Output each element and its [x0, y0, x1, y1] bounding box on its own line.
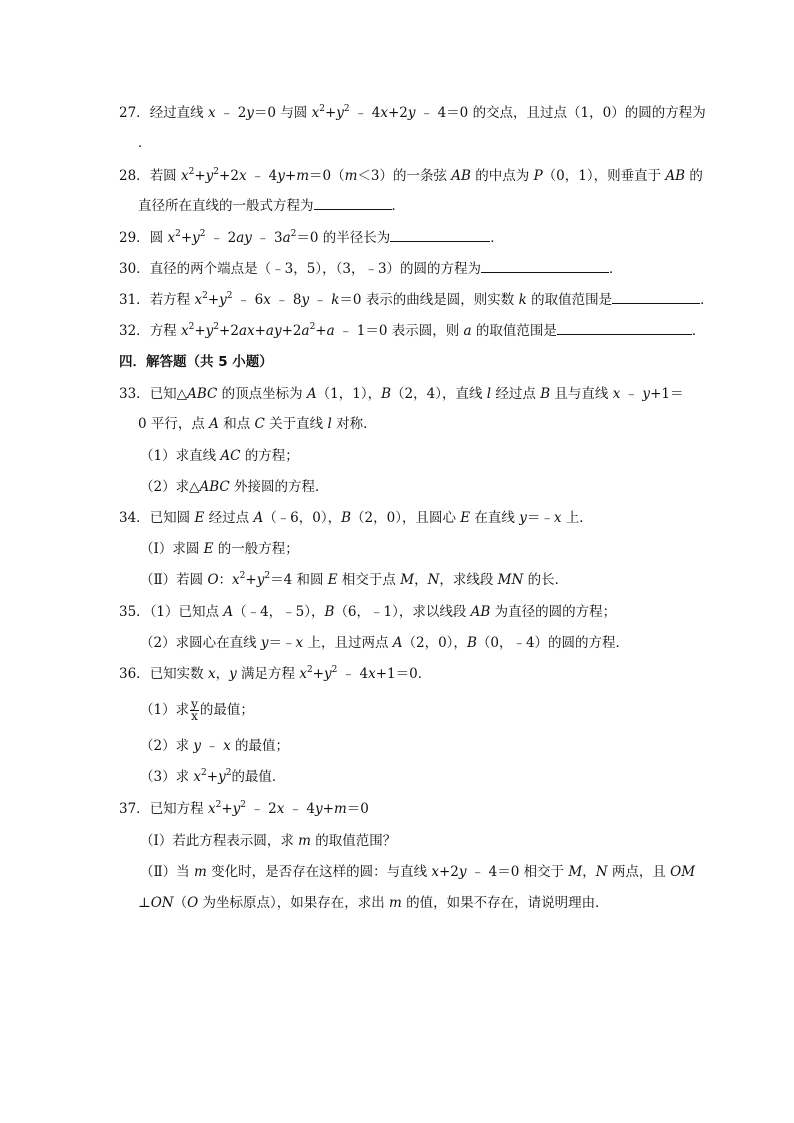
answer-blank: [481, 260, 609, 273]
question-33-part2: （2）求△ABC 外接圆的方程．: [140, 479, 329, 495]
answer-blank: [612, 291, 700, 304]
answer-blank: [314, 197, 392, 210]
question-33: 33．已知△ABC 的顶点坐标为 A（1，1），B（2，4），直线 l 经过点 B 且与直线 x ﹣ y+1＝: [119, 386, 684, 402]
question-36-part1: （1）求 $\frac{y}{x}$ 的最值；: [140, 697, 254, 723]
question-37-part1: （Ⅰ）若此方程表示圆，求 m 的取值范围？: [140, 833, 397, 849]
question-32: 32．方程 $x^2+y^2+2ax+ay+2a^2+a$ ﹣ 1＝0 表示圆，则 a 的取值范围是 ．: [119, 322, 706, 339]
question-27-blank: ．: [138, 135, 152, 151]
answer-blank: [390, 229, 490, 242]
question-31: 31．若方程 $x^2+y^2$ ﹣ 6x ﹣ 8y ﹣ k＝0 表示的曲线是圆，则实数 k 的取值范围是 ．: [119, 291, 714, 308]
question-36: 36．已知实数 x，y 满足方程 $x^2+y^2$ ﹣ 4x+1＝0．: [119, 665, 432, 682]
section-heading: 四．解答题（共 5 小题）: [119, 354, 273, 370]
question-33-line2: 0 平行，点 A 和点 C 关于直线 l 对称．: [138, 416, 377, 432]
question-36-part3: （3）求 $x^2+y^2$的最值．: [140, 768, 286, 785]
question-35: 35．（1）已知点 A（﹣4，﹣5），B（6，﹣1），求以线段 AB 为直径的圆的方程；: [119, 604, 617, 620]
question-37: 37．已知方程 $x^2+y^2$ ﹣ 2x ﹣ 4y+m＝0: [119, 800, 369, 817]
question-33-part1: （1）求直线 AC 的方程；: [140, 448, 299, 464]
question-34-part1: （Ⅰ）求圆 E 的一般方程；: [140, 541, 299, 557]
fraction-y-over-x: $\frac{y}{x}$: [191, 697, 198, 723]
question-27: 27．经过直线 x ﹣ 2y＝0 与圆 $x^2+y^2$ ﹣ 4x+2y ﹣ 4＝0 的交点，且过点（1，0）的圆的方程为: [119, 104, 706, 121]
question-28: 28．若圆 $x^2+y^2+2x$ ﹣ 4y+m＝0（m＜3）的一条弦 AB 的中点为 P（0，1），则垂直于 AB 的: [119, 167, 703, 184]
question-37-part2: （Ⅱ）当 m 变化时，是否存在这样的圆：与直线 x+2y ﹣ 4＝0 相交于 M，N 两点，且 OM: [140, 864, 696, 880]
question-34-part2: （Ⅱ）若圆 O：$x^2+y^2=4$ 和圆 E 相交于点 M，N，求线段 MN 的长．: [140, 571, 569, 588]
question-29: 29．圆 $x^2+y^2$ ﹣ 2ay ﹣ $3a^2=0$ 的半径长为 ．: [119, 229, 504, 246]
question-28-line2: 直径所在直线的一般式方程为 ．: [138, 198, 405, 214]
question-30: 30．直径的两个端点是（﹣3，5），（3，﹣3）的圆的方程为 ．: [119, 261, 623, 277]
question-35-part2: （2）求圆心在直线 y＝﹣x 上，且过两点 A（2，0），B（0，﹣4）的圆的方程．: [140, 635, 630, 651]
question-34: 34．已知圆 E 经过点 A（﹣6，0），B（2，0），且圆心 E 在直线 y＝﹣x 上．: [119, 510, 593, 526]
question-37-line3: ⊥ON（O 为坐标原点），如果存在，求出 m 的值，如果不存在，请说明理由．: [138, 895, 609, 911]
answer-blank: [557, 322, 692, 335]
question-36-part2: （2）求 y ﹣ x 的最值；: [140, 738, 290, 754]
